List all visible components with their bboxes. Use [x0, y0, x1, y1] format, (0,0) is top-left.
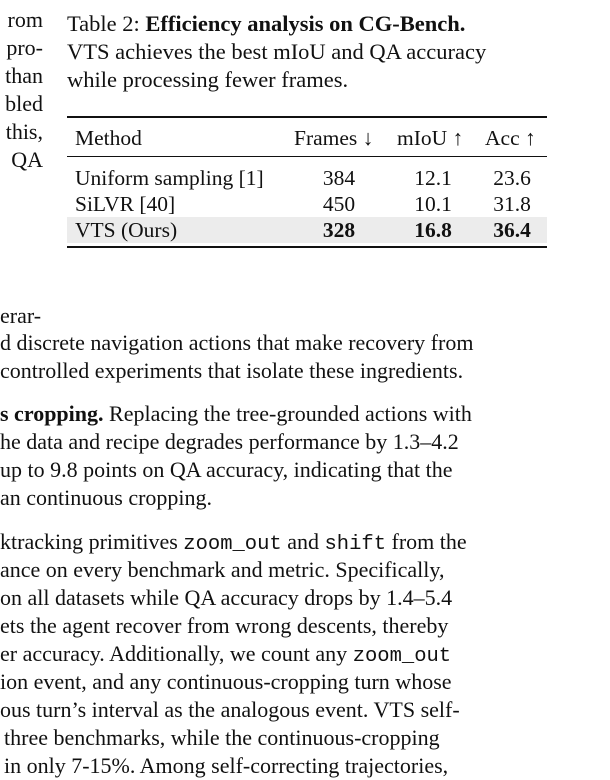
caption-line-2: VTS achieves the best mIoU and QA accuracy [67, 39, 487, 64]
body-text-span: er accuracy. Additionally, we count any [0, 641, 353, 666]
left-fragment: pro- [6, 35, 43, 60]
cell-method: Uniform sampling [1] [75, 166, 264, 190]
table-top-rule [67, 116, 547, 118]
left-fragment: bled [5, 91, 43, 116]
body-text-span: and [281, 529, 325, 554]
body-line: he data and recipe degrades performance by 1.3–4.2 [0, 429, 459, 454]
body-text-span: Replacing the tree-grounded actions with [103, 401, 472, 426]
body-line-code [0, 640, 451, 671]
body-line: erar- [0, 303, 42, 328]
body-line: d discrete navigation actions that make recovery from [0, 330, 474, 355]
caption-title: Efficiency analysis on CG-Bench. [145, 11, 466, 36]
body-text-span: from the [386, 529, 467, 554]
cell-method: VTS (Ours) [75, 218, 178, 242]
body-line: three benchmarks, while the continuous-cropping [4, 725, 440, 750]
caption-line-3: while processing fewer frames. [67, 67, 349, 92]
paragraph-heading: s cropping. [0, 401, 104, 426]
body-line: an continuous cropping. [0, 485, 213, 510]
cell-frames: 384 [322, 166, 356, 190]
cell-acc: 31.8 [493, 192, 531, 216]
body-text-span: ktracking primitives [0, 529, 184, 554]
body-line: controlled experiments that isolate these ingredients. [0, 358, 464, 383]
body-line-heading [0, 400, 472, 428]
body-line: on all datasets while QA accuracy drops by 1.4–5.4 [0, 585, 453, 610]
body-line-code [0, 528, 467, 559]
left-fragment: this, [5, 119, 43, 144]
cell-method: SiLVR [40] [75, 192, 176, 216]
body-line: ous turn’s interval as the analogous event. VTS self- [0, 697, 460, 722]
caption-line-1 [67, 10, 465, 38]
left-fragment: than [5, 63, 43, 88]
cell-miou: 16.8 [414, 218, 452, 242]
code-zoom-out: zoom_out [183, 533, 282, 556]
cell-acc: 36.4 [493, 218, 531, 242]
code-shift: shift [324, 533, 386, 556]
body-line: in only 7-15%. Among self-correcting trajectories, [4, 753, 449, 778]
column-header-miou: mIoU ↑ [397, 126, 464, 150]
body-line: ion event, and any continuous-cropping turn whose [0, 669, 452, 694]
code-zoom-out: zoom_out [352, 645, 452, 668]
cell-frames: 328 [322, 218, 356, 242]
cell-frames: 450 [322, 192, 356, 216]
left-fragment: QA [11, 147, 43, 172]
column-header-acc: Acc ↑ [485, 126, 536, 150]
table-mid-rule [67, 156, 547, 157]
body-line: ance on every benchmark and metric. Specifically, [0, 557, 445, 582]
column-header-frames: Frames ↓ [294, 126, 374, 150]
left-fragment: rom [7, 7, 43, 32]
caption-label: Table 2: [67, 11, 140, 36]
cell-miou: 12.1 [414, 166, 452, 190]
body-line: ets the agent recover from wrong descents, thereby [0, 613, 449, 638]
cell-acc: 23.6 [493, 166, 531, 190]
table-bottom-rule [67, 246, 547, 248]
column-header-method: Method [75, 126, 142, 150]
cell-miou: 10.1 [414, 192, 452, 216]
body-line: up to 9.8 points on QA accuracy, indicating that the [0, 457, 453, 482]
